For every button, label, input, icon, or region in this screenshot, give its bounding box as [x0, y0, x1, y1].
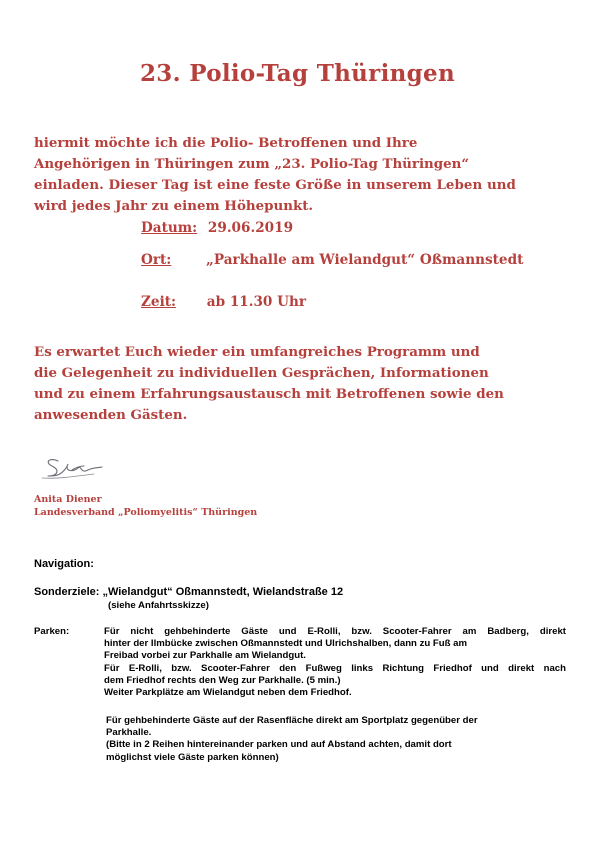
parking-line: Für gehbehinderte Gäste auf der Rasenfläche direkt am Sportplatz gegenüber der	[106, 715, 478, 726]
outro-line: die Gelegenheit zu individuellen Gesprächen, Informationen	[34, 365, 489, 381]
intro-line: hiermit möchte ich die Polio- Betroffenen und Ihre	[34, 135, 418, 151]
page-title: 23. Polio-Tag Thüringen	[140, 60, 455, 87]
outro-line: Es erwartet Euch wieder ein umfangreiches Programm und	[34, 344, 480, 360]
parking-line: Weiter Parkplätze am Wielandgut neben dem Friedhof.	[104, 687, 352, 699]
signer-name: Anita Diener	[34, 494, 102, 505]
outro-line: und zu einem Erfahrungsaustausch mit Betroffenen sowie den	[34, 386, 504, 402]
parking-line: hinter der Ilmbücke zwischen Oßmannstedt und Ulrichshalben, dann zu Fuß am	[104, 638, 468, 650]
time-label: Zeit:	[141, 294, 177, 310]
navigation-target: Sonderziele: „Wielandgut“ Oßmannstedt, Wielandstraße 12	[34, 586, 344, 598]
navigation-target-note: (siehe Anfahrtsskizze)	[108, 600, 209, 611]
parking-instructions	[104, 626, 566, 699]
parking-line: möglichst viele Gäste parken können)	[106, 751, 279, 763]
parking-line: (Bitte in 2 Reihen hintereinander parken und auf Abstand achten, damit dort	[106, 739, 452, 751]
event-time	[141, 294, 306, 310]
handwritten-signature	[38, 452, 128, 486]
intro-line: einladen. Dieser Tag ist eine feste Größe in unserem Leben und	[34, 177, 516, 193]
intro-line: Angehörigen in Thüringen zum „23. Polio-Tag Thüringen“	[34, 156, 470, 172]
parking-line: dem Friedhof rechts den Weg zur Parkhalle. (5 min.)	[104, 674, 341, 686]
intro-paragraph	[34, 133, 564, 217]
navigation-heading: Navigation:	[34, 558, 94, 570]
time-value: ab 11.30 Uhr	[206, 294, 307, 310]
parking-instructions-disabled	[106, 715, 566, 764]
date-label: Datum:	[141, 220, 198, 236]
parking-line: Parkhalle.	[106, 727, 152, 739]
outro-paragraph	[34, 342, 564, 426]
outro-line: anwesenden Gästen.	[34, 407, 188, 423]
event-date	[141, 220, 293, 236]
event-place	[141, 252, 523, 268]
signer-organization: Landesverband „Poliomyelitis“ Thüringen	[34, 507, 258, 518]
parking-line: Für nicht gehbehinderte Gäste und E-Rolli, bzw. Scooter-Fahrer am Badberg, direkt	[104, 626, 566, 637]
place-value: „Parkhalle am Wielandgut“ Oßmannstedt	[206, 252, 524, 268]
parking-line: Für E-Rolli, bzw. Scooter-Fahrer den Fußweg links Richtung Friedhof und direkt nach	[104, 662, 566, 674]
parking-line: Freibad vorbei zur Parkhalle am Wielandgut.	[104, 650, 306, 662]
date-value: 29.06.2019	[207, 220, 294, 236]
place-label: Ort:	[141, 252, 172, 268]
intro-line: wird jedes Jahr zu einem Höhepunkt.	[34, 198, 314, 214]
parking-label: Parken:	[34, 626, 70, 637]
